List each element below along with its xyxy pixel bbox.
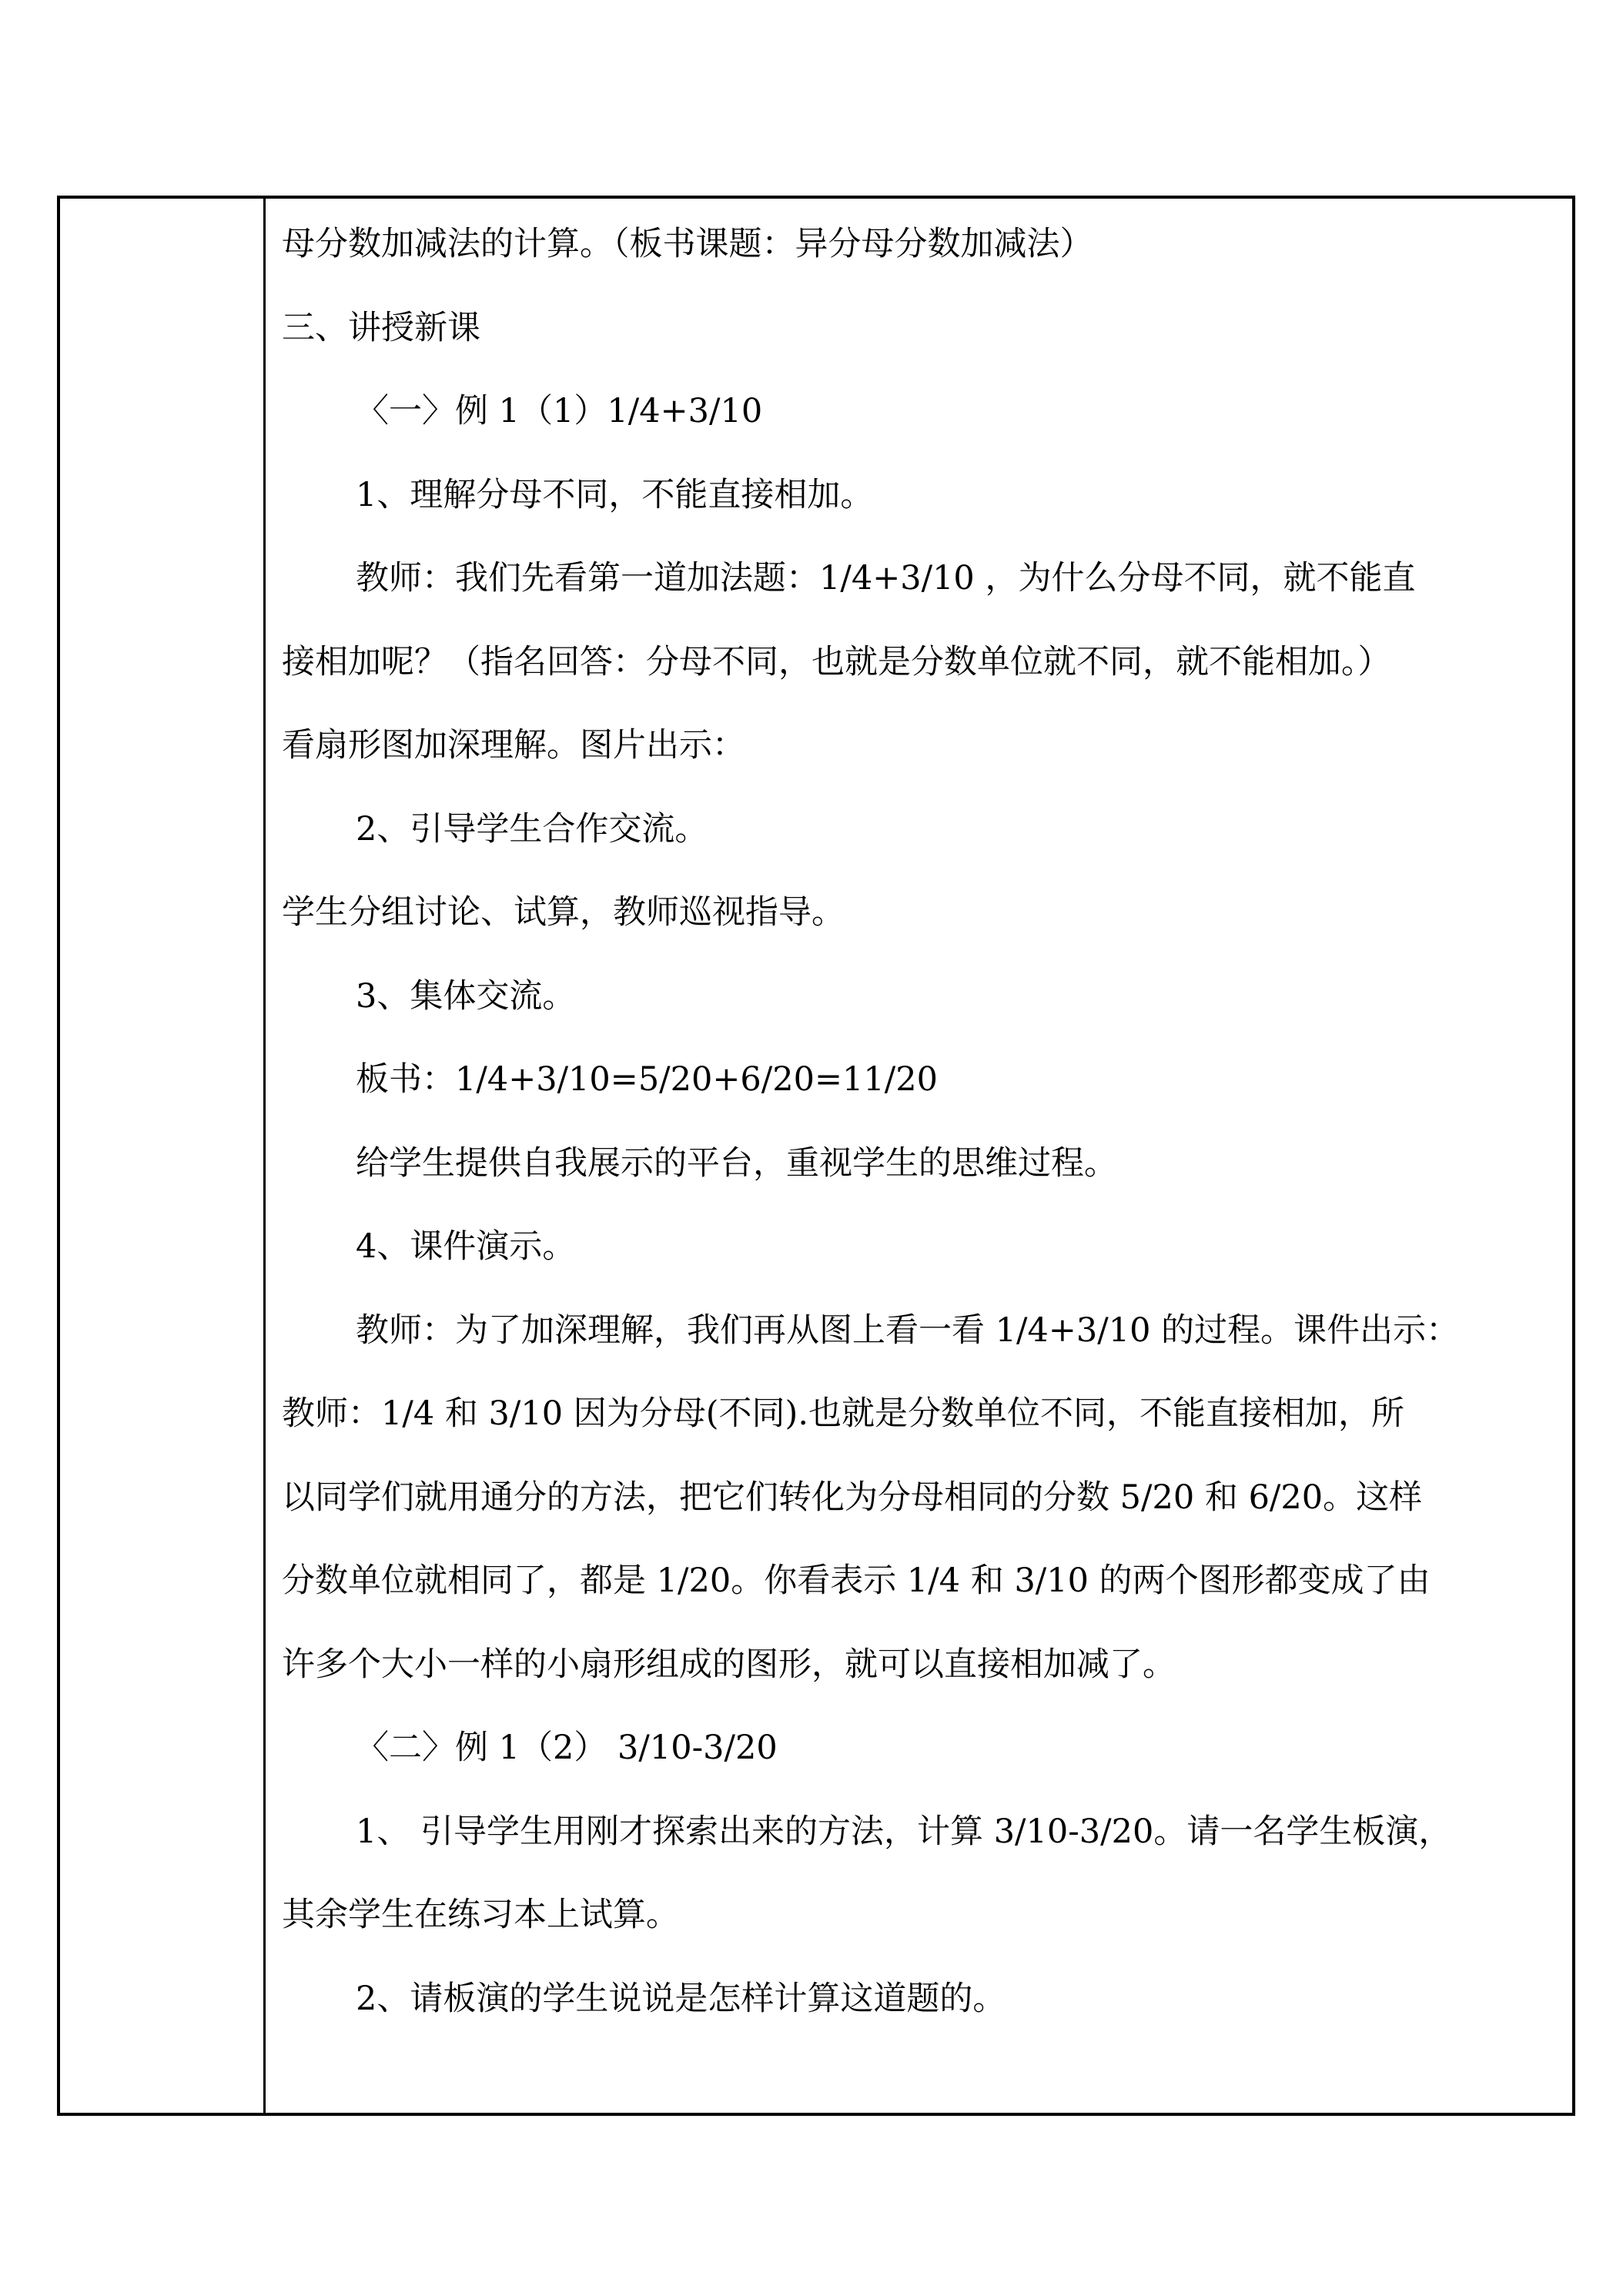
text-line: 接相加呢？（指名回答：分母不同，也就是分数单位就不同，就不能相加。） [282,642,1391,681]
text-line: 3、集体交流。 [356,976,576,1016]
text-line: 给学生提供自我展示的平台，重视学生的思维过程。 [356,1143,1117,1183]
text-line: 分数单位就相同了，都是 1/20。你看表示 1/4 和 3/10 的两个图形都变成了由 [282,1561,1431,1600]
left-label-cell [60,199,263,2113]
text-line: 〈二〉例 1（2） 3/10-3/20 [356,1729,778,1767]
text-line: 母分数加减法的计算。（板书课题：异分母分数加减法） [282,225,1093,263]
text-line: 教师：为了加深理解，我们再从图上看一看 1/4+3/10 的过程。课件出示： [356,1310,1460,1350]
text-line: 1、 引导学生用刚才探索出来的方法，计算 3/10-3/20。请一名学生板演， [356,1812,1452,1851]
text-line: 三、讲授新课 [282,308,480,347]
text-line: 2、请板演的学生说说是怎样计算这道题的。 [356,1979,1006,2018]
text-line: 以同学们就用通分的方法，把它们转化为分母相同的分数 5/20 和 6/20。这样 [282,1478,1423,1517]
text-line: 4、课件演示。 [356,1227,576,1266]
text-line: 教师：我们先看第一道加法题：1/4+3/10 ，为什么分母不同，就不能直 [356,559,1416,597]
text-line: 看扇形图加深理解。图片出示： [282,726,745,765]
text-line: 〈一〉例 1（1）1/4+3/10 [356,392,763,430]
text-line: 其余学生在练习本上试算。 [282,1896,679,1934]
text-line: 教师：1/4 和 3/10 因为分母(不同).也就是分数单位不同，不能直接相加，所 [282,1394,1404,1433]
text-line: 板书：1/4+3/10=5/20+6/20=11/20 [356,1060,938,1099]
lesson-table [57,196,1575,2116]
text-line: 1、理解分母不同，不能直接相加。 [356,475,874,514]
column-divider [263,199,266,2113]
text-line: 许多个大小一样的小扇形组成的图形，就可以直接相加减了。 [282,1645,1176,1684]
text-line: 学生分组讨论、试算，教师巡视指导。 [282,893,845,932]
text-line: 2、引导学生合作交流。 [356,809,708,848]
